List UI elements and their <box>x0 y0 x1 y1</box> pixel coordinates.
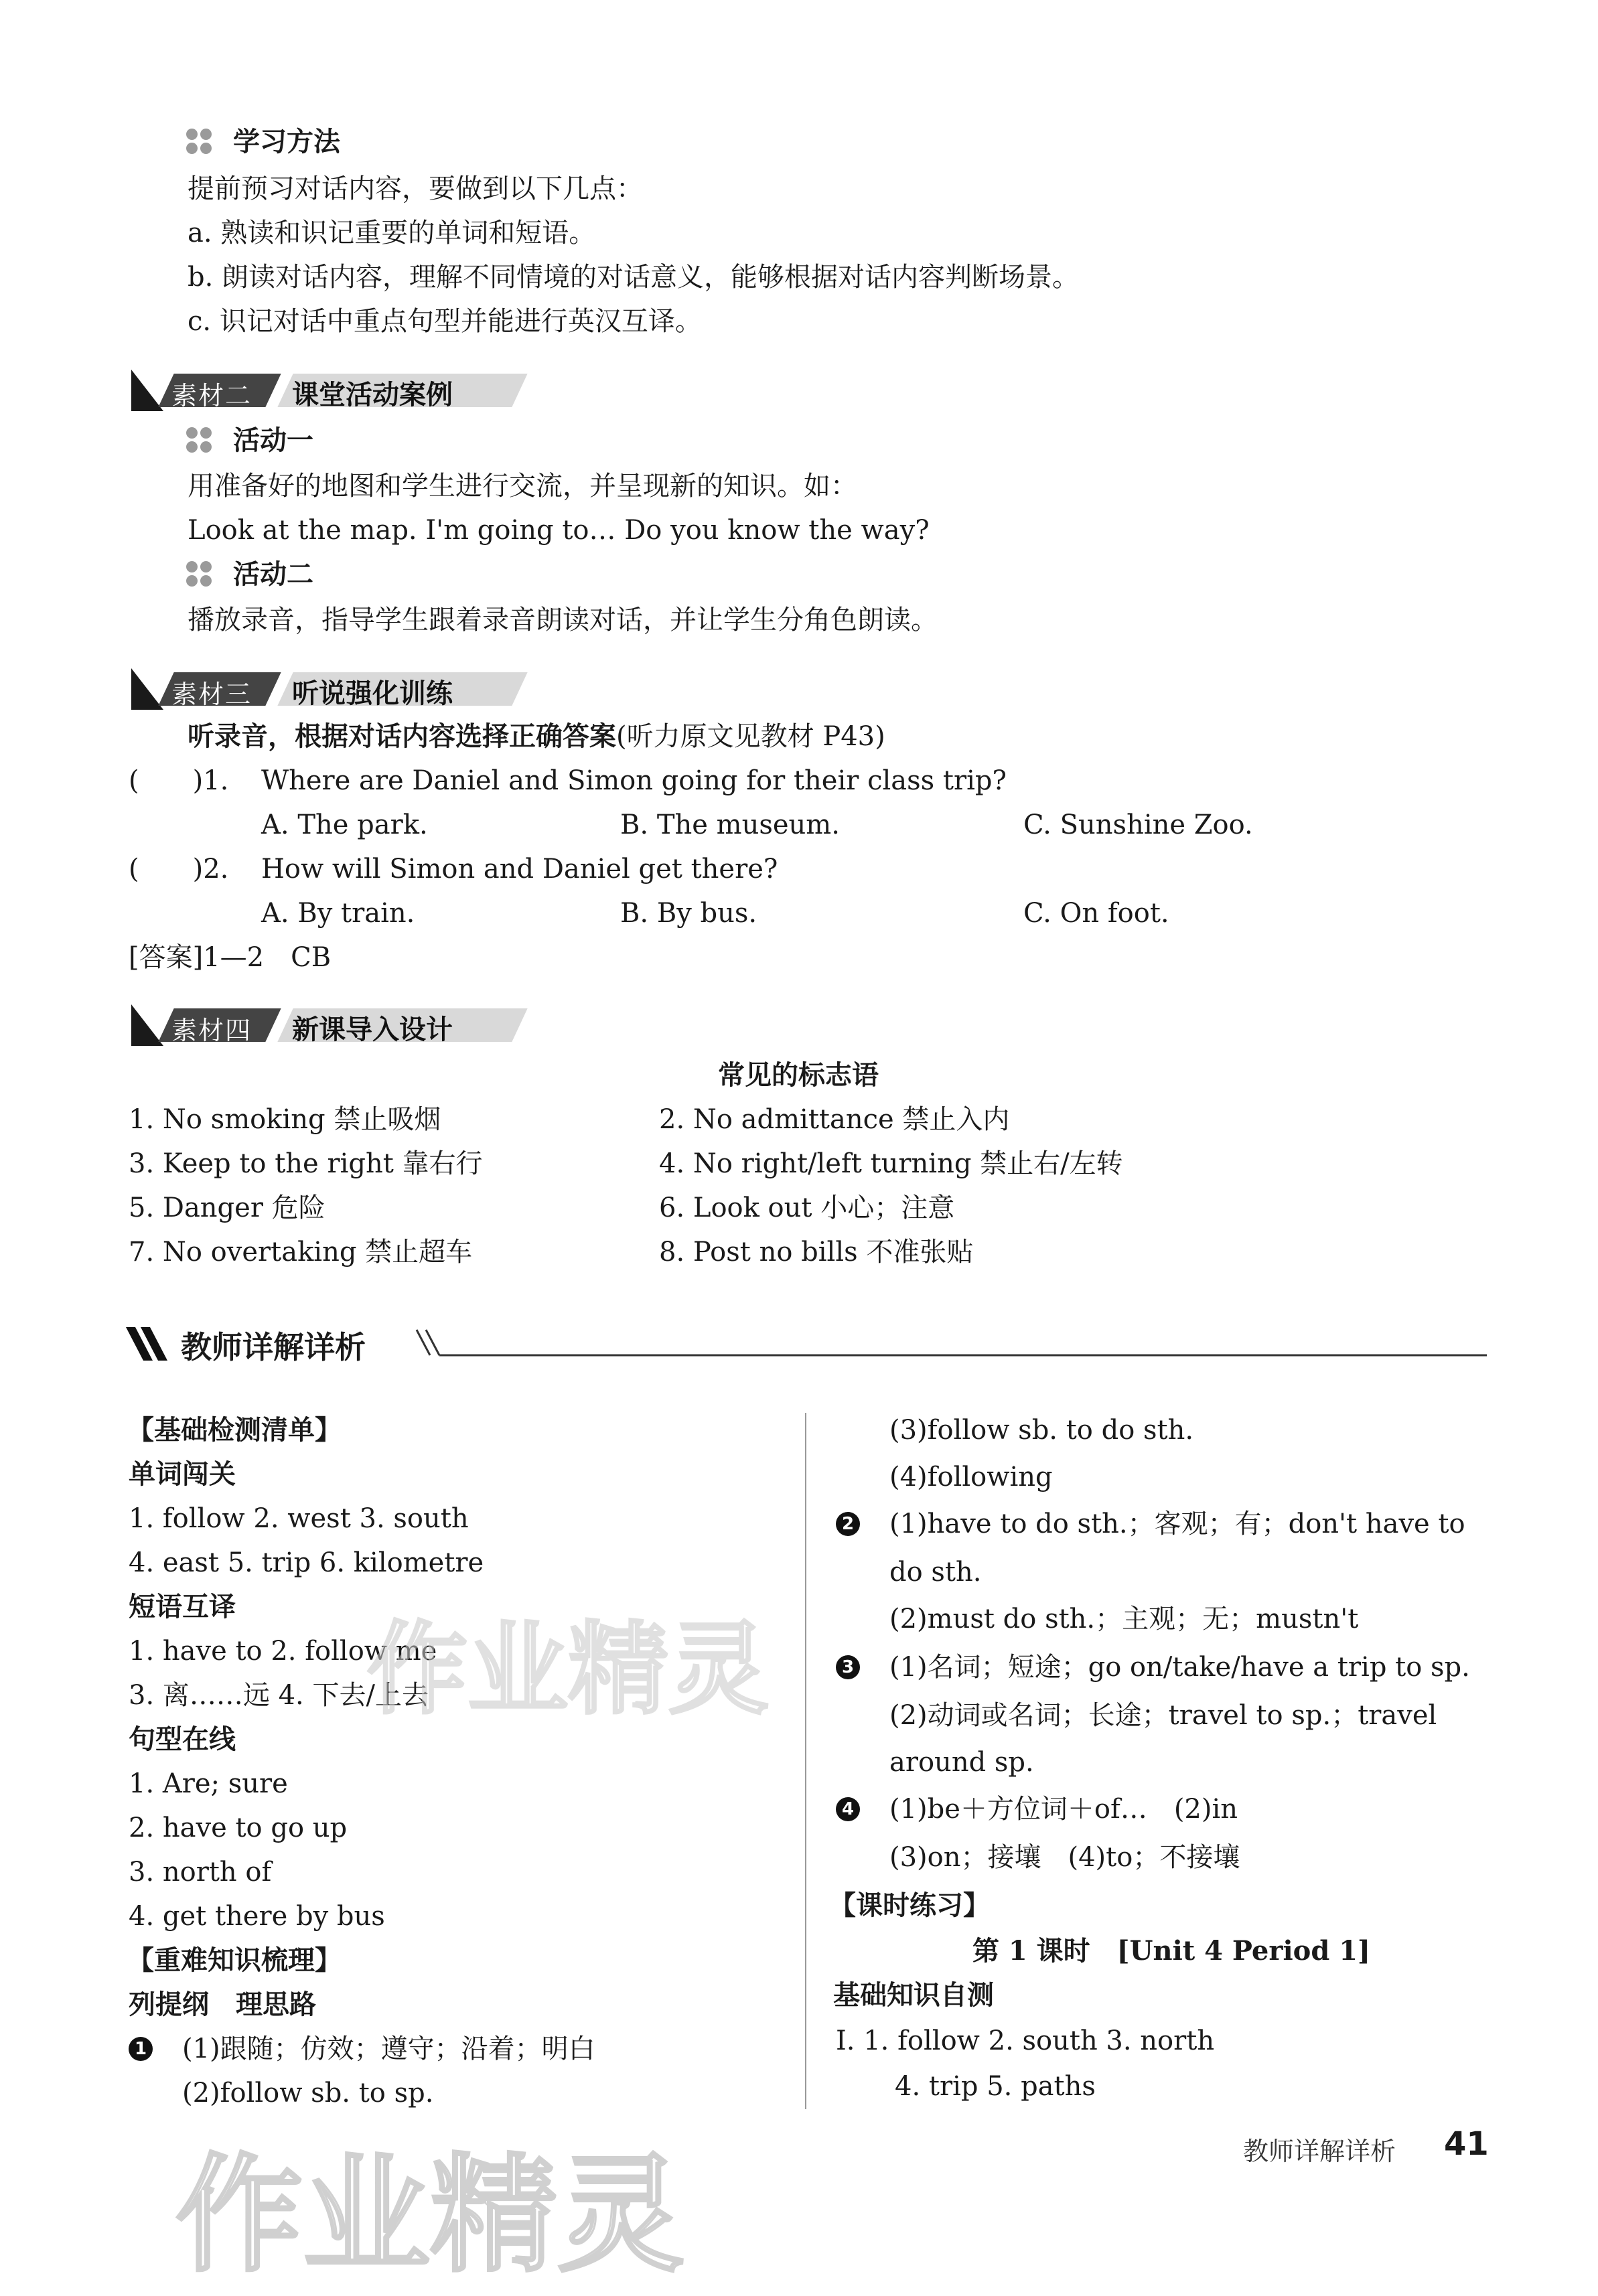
method-point-c: c. 识记对话中重点句型并能进行英汉互译。 <box>188 306 702 337</box>
sign-item: 7. No overtaking 禁止超车 <box>129 1237 473 1268</box>
right-line: 4. trip 5. paths <box>895 2071 1096 2102</box>
watermark: 作业精灵 <box>175 2141 685 2289</box>
section3-tag: 素材三 <box>171 680 252 709</box>
heading-rule <box>415 1328 1487 1359</box>
clover-icon <box>186 561 213 588</box>
left-line: 4. get there by bus <box>129 1901 385 1932</box>
left-line: 3. 离……远 4. 下去/上去 <box>129 1680 429 1711</box>
section3-instruction-note: (听力原文见教材 P43) <box>616 721 885 752</box>
activity1-line: Look at the map. I'm going to… Do you know the way? <box>188 515 930 546</box>
section2-banner <box>131 370 547 411</box>
left-line: 4. east 5. trip 6. kilometre <box>129 1547 484 1578</box>
circled-number: 4 <box>836 1797 860 1821</box>
question-text: Where are Daniel and Simon going for their class trip? <box>261 765 1007 796</box>
sign-item: 3. Keep to the right 靠右行 <box>129 1148 483 1179</box>
sign-item: 8. Post no bills 不准张贴 <box>659 1237 974 1268</box>
left-line: 1. Are; sure <box>129 1768 288 1799</box>
method-point-a: a. 熟读和识记重要的单词和短语。 <box>188 218 596 248</box>
footer-label: 教师详解详析 <box>1243 2137 1396 2166</box>
lesson-title: 第 1 课时 [Unit 4 Period 1] <box>972 1935 1370 1967</box>
watermark: 作业精灵 <box>367 1612 770 1728</box>
activity2-line: 播放录音，指导学生跟着录音朗读对话，并让学生分角色朗读。 <box>188 605 938 635</box>
circled-number: 1 <box>129 2037 153 2061</box>
signs-subtitle: 常见的标志语 <box>718 1060 879 1091</box>
left-line: 句型在线 <box>129 1724 236 1755</box>
method-point-b: b. 朗读对话内容，理解不同情境的对话意义，能够根据对话内容判断场景。 <box>188 262 1080 293</box>
section3-title: 听说强化训练 <box>292 678 453 709</box>
section4-title: 新课导入设计 <box>292 1014 453 1045</box>
clover-icon <box>186 427 213 454</box>
method-intro: 提前预习对话内容，要做到以下几点： <box>188 173 643 204</box>
activity2-heading: 活动二 <box>233 559 313 590</box>
question-option: A. By train. <box>261 898 415 929</box>
sign-item: 5. Danger 危险 <box>129 1193 325 1223</box>
left-line: (1)跟随；仿效；遵守；沿着；明白 <box>182 2034 595 2064</box>
right-line: (1)have to do sth.；客观；有；don't have to <box>889 1509 1465 1539</box>
double-slash-icon <box>126 1327 173 1361</box>
right-line: (1)be＋方位词＋of… (2)in <box>889 1794 1238 1825</box>
sign-item: 2. No admittance 禁止入内 <box>659 1104 1010 1135</box>
activity1-line: 用准备好的地图和学生进行交流，并呈现新的知识。如： <box>188 471 857 502</box>
right-line: Ⅰ. 1. follow 2. south 3. north <box>836 2025 1215 2056</box>
left-line: 单词闯关 <box>129 1459 236 1490</box>
left-line: 短语互译 <box>129 1592 236 1622</box>
question-paren: ( )2. <box>129 854 229 885</box>
left-line: 1. have to 2. follow me <box>129 1636 437 1667</box>
section3-banner <box>131 668 547 710</box>
section4-banner <box>131 1004 547 1046</box>
left-line: 【重难知识梳理】 <box>127 1945 342 1976</box>
answer-label: [答案] <box>129 942 204 973</box>
right-line: (2)must do sth.；主观；无；mustn't <box>889 1604 1359 1634</box>
answer-line <box>129 941 331 974</box>
question-paren: ( )1. <box>129 765 229 796</box>
section3-instruction: 听录音，根据对话内容选择正确答案 <box>188 721 616 752</box>
sign-item: 1. No smoking 禁止吸烟 <box>129 1104 441 1135</box>
left-line: (2)follow sb. to sp. <box>182 2078 434 2109</box>
right-line: (3)on；接壤 (4)to；不接壤 <box>889 1842 1240 1873</box>
left-line: 【基础检测清单】 <box>127 1415 342 1446</box>
right-line: (4)following <box>889 1462 1053 1493</box>
page-number: 41 <box>1444 2125 1489 2163</box>
column-divider <box>805 1413 806 2109</box>
sign-item: 4. No right/left turning 禁止右/左转 <box>659 1148 1123 1179</box>
section4-tag: 素材四 <box>171 1016 252 1045</box>
teacher-heading: 教师详解详析 <box>181 1329 366 1365</box>
right-line: (2)动词或名词；长途；travel to sp.；travel <box>889 1700 1437 1731</box>
left-line: 2. have to go up <box>129 1813 348 1843</box>
question-option: C. Sunshine Zoo. <box>1023 810 1253 840</box>
sign-item: 6. Look out 小心；注意 <box>659 1193 955 1223</box>
left-line: 列提纲 理思路 <box>129 1989 316 2020</box>
right-line: 基础知识自测 <box>833 1980 994 2011</box>
section3-instruction-line <box>188 720 885 753</box>
answer-value: 1—2 CB <box>203 942 332 973</box>
section2-title: 课堂活动案例 <box>292 380 453 410</box>
question-option: A. The park. <box>261 810 428 840</box>
right-line: around sp. <box>889 1747 1034 1778</box>
section2-tag: 素材二 <box>171 381 252 410</box>
left-line: 1. follow 2. west 3. south <box>129 1503 469 1534</box>
right-line: do sth. <box>889 1557 982 1588</box>
activity1-heading: 活动一 <box>233 425 313 456</box>
right-line: (3)follow sb. to do sth. <box>889 1415 1194 1446</box>
right-line: 【课时练习】 <box>829 1890 990 1921</box>
question-option: B. The museum. <box>620 810 840 840</box>
question-text: How will Simon and Daniel get there? <box>261 854 778 885</box>
circled-number: 2 <box>836 1512 860 1536</box>
method-heading: 学习方法 <box>233 127 340 157</box>
clover-icon <box>186 129 213 155</box>
question-option: C. On foot. <box>1023 898 1169 929</box>
left-line: 3. north of <box>129 1857 272 1888</box>
circled-number: 3 <box>836 1655 860 1679</box>
right-line: (1)名词；短途；go on/take/have a trip to sp. <box>889 1652 1470 1683</box>
question-option: B. By bus. <box>620 898 757 929</box>
